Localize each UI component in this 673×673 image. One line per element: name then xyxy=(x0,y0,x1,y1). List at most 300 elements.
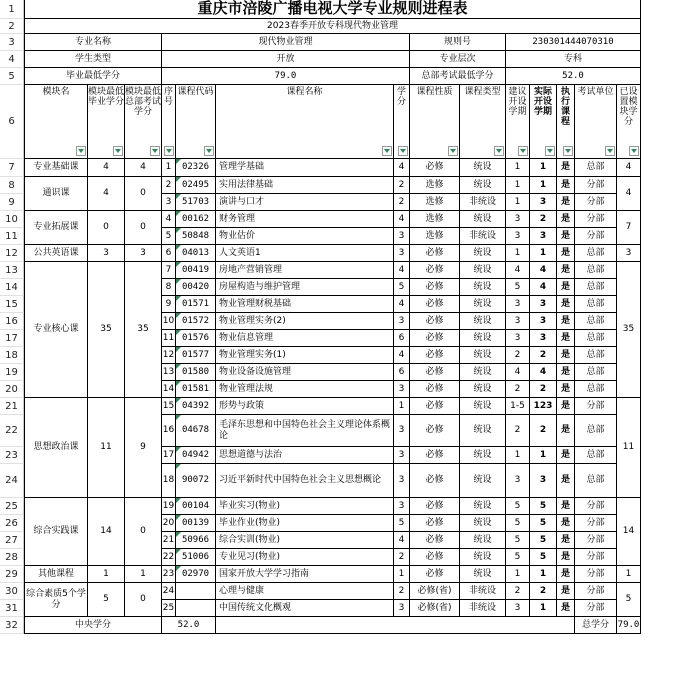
header-label: 课程名称 xyxy=(286,87,323,97)
actual-term[interactable]: 4 xyxy=(530,262,557,279)
row-number[interactable]: 25 xyxy=(0,498,24,515)
row-number[interactable]: 10 xyxy=(0,211,24,228)
course-type[interactable]: 统设 xyxy=(460,245,506,262)
error-indicator-icon xyxy=(176,245,181,250)
column-header[interactable] xyxy=(162,85,176,159)
course-nature[interactable]: 必修 xyxy=(410,262,460,279)
course-type[interactable]: 统设 xyxy=(460,515,506,532)
row-number[interactable]: 8 xyxy=(0,177,24,194)
course-nature[interactable]: 必修 xyxy=(410,330,460,347)
exam-unit[interactable]: 总部 xyxy=(575,415,617,447)
exam-unit[interactable]: 总部 xyxy=(575,464,617,498)
course-nature[interactable]: 必修 xyxy=(410,347,460,364)
course-nature[interactable]: 必修 xyxy=(410,415,460,447)
row-number[interactable]: 32 xyxy=(0,617,24,634)
course-name[interactable]: 形势与政策 xyxy=(216,398,394,415)
course-code[interactable]: 50966 xyxy=(176,532,216,549)
course-nature[interactable]: 选修 xyxy=(410,177,460,194)
executed-flag[interactable]: 是 xyxy=(557,228,575,245)
course-type[interactable]: 统设 xyxy=(460,262,506,279)
filter-dropdown-icon[interactable] xyxy=(113,146,123,156)
course-code[interactable]: 01577 xyxy=(176,347,216,364)
actual-term[interactable]: 1 xyxy=(530,159,557,177)
course-credit: 6 xyxy=(394,364,410,381)
course-credit: 3 xyxy=(394,498,410,515)
course-type[interactable]: 统设 xyxy=(460,381,506,398)
course-type[interactable]: 统设 xyxy=(460,347,506,364)
course-type[interactable]: 统设 xyxy=(460,364,506,381)
row-number[interactable]: 13 xyxy=(0,262,24,279)
error-indicator-icon xyxy=(176,194,181,199)
course-nature[interactable]: 必修(省) xyxy=(410,600,460,617)
course-name[interactable]: 物业管理财税基础 xyxy=(216,296,394,313)
header-label: 学分 xyxy=(396,87,406,108)
exam-unit[interactable]: 分部 xyxy=(575,549,617,566)
column-header[interactable] xyxy=(410,85,460,159)
course-name[interactable]: 专业见习(物业) xyxy=(216,549,394,566)
course-name[interactable]: 毛泽东思想和中国特色社会主义理论体系概论 xyxy=(216,415,394,447)
actual-term[interactable]: 1 xyxy=(530,245,557,262)
course-name[interactable]: 房屋构造与维护管理 xyxy=(216,279,394,296)
executed-flag[interactable]: 是 xyxy=(557,177,575,194)
total-credits-value: 79.0 xyxy=(617,617,641,634)
suggested-term: 5 xyxy=(506,515,530,532)
course-code[interactable]: 02495 xyxy=(176,177,216,194)
course-seq: 2 xyxy=(162,177,176,194)
suggested-term: 3 xyxy=(506,330,530,347)
actual-term[interactable]: 2 xyxy=(530,347,557,364)
module-set-credits: 7 xyxy=(617,211,641,245)
course-code[interactable]: 02326 xyxy=(176,159,216,177)
actual-term[interactable]: 2 xyxy=(530,415,557,447)
course-code[interactable]: 04013 xyxy=(176,245,216,262)
column-header[interactable] xyxy=(506,85,530,159)
exam-unit[interactable]: 总部 xyxy=(575,296,617,313)
row-number[interactable]: 29 xyxy=(0,566,24,583)
row-number[interactable]: 21 xyxy=(0,398,24,415)
module-set-credits: 4 xyxy=(617,159,641,177)
actual-term[interactable]: 2 xyxy=(530,583,557,600)
exam-unit[interactable]: 分部 xyxy=(575,498,617,515)
executed-flag[interactable]: 是 xyxy=(557,515,575,532)
actual-term[interactable]: 1 xyxy=(530,177,557,194)
row-number[interactable]: 14 xyxy=(0,279,24,296)
exam-unit[interactable]: 分部 xyxy=(575,566,617,583)
course-seq: 24 xyxy=(162,583,176,600)
total-credits-label: 总学分 xyxy=(575,617,617,634)
row-number[interactable]: 6 xyxy=(0,85,24,159)
course-code[interactable] xyxy=(176,583,216,600)
executed-flag[interactable]: 是 xyxy=(557,347,575,364)
course-type[interactable]: 非统设 xyxy=(460,228,506,245)
suggested-term: 5 xyxy=(506,279,530,296)
course-type[interactable]: 非统设 xyxy=(460,600,506,617)
row-number[interactable]: 27 xyxy=(0,532,24,549)
suggested-term: 2 xyxy=(506,583,530,600)
filter-dropdown-icon[interactable] xyxy=(518,146,528,156)
executed-flag[interactable]: 是 xyxy=(557,583,575,600)
row-number[interactable]: 5 xyxy=(0,68,24,85)
executed-flag[interactable]: 是 xyxy=(557,211,575,228)
module-name: 通识课 xyxy=(25,177,88,211)
row-number[interactable]: 15 xyxy=(0,296,24,313)
row-number[interactable]: 26 xyxy=(0,515,24,532)
column-header[interactable] xyxy=(216,85,394,159)
course-code[interactable]: 00104 xyxy=(176,498,216,515)
course-name[interactable]: 实用法律基础 xyxy=(216,177,394,194)
header-label: 课程性质 xyxy=(416,87,453,97)
course-nature[interactable]: 必修 xyxy=(410,313,460,330)
exam-unit[interactable]: 总部 xyxy=(575,447,617,464)
footer-spacer xyxy=(216,617,575,634)
actual-term[interactable]: 3 xyxy=(530,313,557,330)
actual-term[interactable]: 5 xyxy=(530,532,557,549)
row-number[interactable]: 1 xyxy=(0,0,24,19)
actual-term[interactable]: 3 xyxy=(530,194,557,211)
column-header[interactable] xyxy=(530,85,557,159)
course-code[interactable] xyxy=(176,600,216,617)
course-type[interactable]: 统设 xyxy=(460,211,506,228)
course-name[interactable]: 管理学基础 xyxy=(216,159,394,177)
module-min-credits: 0 xyxy=(88,211,125,245)
actual-term[interactable]: 1 xyxy=(530,447,557,464)
filter-dropdown-icon[interactable] xyxy=(545,146,555,156)
course-name[interactable]: 人文英语1 xyxy=(216,245,394,262)
course-nature[interactable]: 必修 xyxy=(410,549,460,566)
error-indicator-icon xyxy=(176,228,181,233)
filter-dropdown-icon[interactable] xyxy=(448,146,458,156)
actual-term[interactable]: 5 xyxy=(530,549,557,566)
actual-term[interactable]: 2 xyxy=(530,211,557,228)
executed-flag[interactable]: 是 xyxy=(557,566,575,583)
course-credit: 4 xyxy=(394,296,410,313)
exam-unit[interactable]: 总部 xyxy=(575,245,617,262)
course-name[interactable]: 中国传统文化概观 xyxy=(216,600,394,617)
course-nature[interactable]: 必修 xyxy=(410,532,460,549)
executed-flag[interactable]: 是 xyxy=(557,194,575,211)
exam-unit[interactable]: 总部 xyxy=(575,313,617,330)
filter-dropdown-icon[interactable] xyxy=(204,146,214,156)
course-nature[interactable]: 必修 xyxy=(410,296,460,313)
exam-unit[interactable]: 分部 xyxy=(575,515,617,532)
level-value[interactable]: 专科 xyxy=(506,51,641,68)
course-seq: 16 xyxy=(162,415,176,447)
actual-term[interactable]: 1 xyxy=(530,600,557,617)
suggested-term: 2 xyxy=(506,415,530,447)
module-set-credits: 14 xyxy=(617,498,641,566)
header-label: 课程代码 xyxy=(177,87,214,97)
course-code[interactable]: 04392 xyxy=(176,398,216,415)
exam-unit[interactable]: 分部 xyxy=(575,532,617,549)
course-type[interactable]: 统设 xyxy=(460,313,506,330)
course-code[interactable]: 90072 xyxy=(176,464,216,498)
course-type[interactable]: 统设 xyxy=(460,415,506,447)
executed-flag[interactable]: 是 xyxy=(557,549,575,566)
executed-flag[interactable]: 是 xyxy=(557,447,575,464)
actual-term[interactable]: 5 xyxy=(530,515,557,532)
course-type[interactable]: 统设 xyxy=(460,532,506,549)
row-number[interactable]: 3 xyxy=(0,34,24,51)
course-credit: 4 xyxy=(394,262,410,279)
course-nature[interactable]: 必修(省) xyxy=(410,583,460,600)
course-type[interactable]: 统设 xyxy=(460,159,506,177)
row-number[interactable]: 28 xyxy=(0,549,24,566)
column-header[interactable] xyxy=(125,85,162,159)
exam-unit[interactable]: 总部 xyxy=(575,364,617,381)
exam-unit[interactable]: 分部 xyxy=(575,194,617,211)
exam-unit[interactable]: 总部 xyxy=(575,279,617,296)
row-number[interactable]: 17 xyxy=(0,330,24,347)
course-code[interactable]: 00139 xyxy=(176,515,216,532)
course-name[interactable]: 毕业作业(物业) xyxy=(216,515,394,532)
course-name[interactable]: 心理与健康 xyxy=(216,583,394,600)
course-nature[interactable]: 选修 xyxy=(410,194,460,211)
course-code[interactable]: 04942 xyxy=(176,447,216,464)
actual-term[interactable]: 3 xyxy=(530,330,557,347)
course-nature[interactable]: 必修 xyxy=(410,279,460,296)
filter-dropdown-icon[interactable] xyxy=(563,146,573,156)
course-name[interactable]: 物业管理实务(2) xyxy=(216,313,394,330)
course-type[interactable]: 统设 xyxy=(460,398,506,415)
sheet-subtitle: 2023春季开放专科现代物业管理 xyxy=(25,19,641,34)
course-code[interactable]: 01572 xyxy=(176,313,216,330)
module-hq-credits: 3 xyxy=(125,245,162,262)
row-number[interactable]: 18 xyxy=(0,347,24,364)
exam-unit[interactable]: 总部 xyxy=(575,262,617,279)
executed-flag[interactable]: 是 xyxy=(557,330,575,347)
row-number[interactable]: 12 xyxy=(0,245,24,262)
course-nature[interactable]: 必修 xyxy=(410,159,460,177)
column-header[interactable] xyxy=(176,85,216,159)
course-name[interactable]: 物业管理实务(1) xyxy=(216,347,394,364)
exam-unit[interactable]: 总部 xyxy=(575,159,617,177)
hq-credits-value[interactable]: 52.0 xyxy=(506,68,641,85)
course-nature[interactable]: 必修 xyxy=(410,498,460,515)
course-type[interactable]: 统设 xyxy=(460,464,506,498)
course-seq: 8 xyxy=(162,279,176,296)
exam-unit[interactable]: 总部 xyxy=(575,330,617,347)
course-name[interactable]: 房地产营销管理 xyxy=(216,262,394,279)
exam-unit[interactable]: 分部 xyxy=(575,177,617,194)
course-type[interactable]: 统设 xyxy=(460,447,506,464)
module-name: 专业核心课 xyxy=(25,262,88,398)
rule-value[interactable]: 230301444070310 xyxy=(506,34,641,51)
column-header[interactable] xyxy=(460,85,506,159)
course-code[interactable]: 51006 xyxy=(176,549,216,566)
course-nature[interactable]: 必修 xyxy=(410,364,460,381)
course-name[interactable]: 习近平新时代中国特色社会主义思想概论 xyxy=(216,464,394,498)
executed-flag[interactable]: 是 xyxy=(557,313,575,330)
course-name[interactable]: 物业估价 xyxy=(216,228,394,245)
suggested-term: 1 xyxy=(506,194,530,211)
major-value[interactable]: 现代物业管理 xyxy=(162,34,410,51)
course-name[interactable]: 物业管理法规 xyxy=(216,381,394,398)
course-type[interactable]: 统设 xyxy=(460,330,506,347)
course-seq: 19 xyxy=(162,498,176,515)
exam-unit[interactable]: 分部 xyxy=(575,583,617,600)
module-name: 专业基础课 xyxy=(25,159,88,177)
header-label: 序号 xyxy=(163,87,173,108)
course-code[interactable]: 00162 xyxy=(176,211,216,228)
module-set-credits: 11 xyxy=(617,398,641,498)
column-header[interactable] xyxy=(88,85,125,159)
module-min-credits: 5 xyxy=(88,583,125,617)
suggested-term: 1 xyxy=(506,245,530,262)
column-header[interactable] xyxy=(575,85,617,159)
executed-flag[interactable]: 是 xyxy=(557,398,575,415)
course-name[interactable]: 综合实训(物业) xyxy=(216,532,394,549)
exam-unit[interactable]: 总部 xyxy=(575,347,617,364)
filter-dropdown-icon[interactable] xyxy=(494,146,504,156)
course-name[interactable]: 财务管理 xyxy=(216,211,394,228)
row-number[interactable]: 19 xyxy=(0,364,24,381)
error-indicator-icon xyxy=(176,566,181,571)
course-name[interactable]: 物业设备设施管理 xyxy=(216,364,394,381)
column-header[interactable] xyxy=(394,85,410,159)
course-seq: 4 xyxy=(162,211,176,228)
actual-term[interactable]: 3 xyxy=(530,296,557,313)
course-nature[interactable]: 选修 xyxy=(410,228,460,245)
course-nature[interactable]: 选修 xyxy=(410,211,460,228)
row-number[interactable]: 16 xyxy=(0,313,24,330)
course-name[interactable]: 演讲与口才 xyxy=(216,194,394,211)
course-nature[interactable]: 必修 xyxy=(410,447,460,464)
course-type[interactable]: 统设 xyxy=(460,566,506,583)
filter-dropdown-icon[interactable] xyxy=(398,146,408,156)
row-number[interactable]: 23 xyxy=(0,447,24,464)
actual-term[interactable]: 4 xyxy=(530,279,557,296)
error-indicator-icon xyxy=(176,279,181,284)
course-credit: 1 xyxy=(394,566,410,583)
student-type-label: 学生类型 xyxy=(25,51,162,68)
exam-unit[interactable]: 总部 xyxy=(575,381,617,398)
filter-dropdown-icon[interactable] xyxy=(605,146,615,156)
course-credit: 2 xyxy=(394,177,410,194)
course-nature[interactable]: 必修 xyxy=(410,245,460,262)
course-seq: 23 xyxy=(162,566,176,583)
course-nature[interactable]: 必修 xyxy=(410,464,460,498)
course-type[interactable]: 统设 xyxy=(460,177,506,194)
course-name[interactable]: 物业信息管理 xyxy=(216,330,394,347)
exam-unit[interactable]: 分部 xyxy=(575,211,617,228)
course-code[interactable]: 50848 xyxy=(176,228,216,245)
course-code[interactable]: 01571 xyxy=(176,296,216,313)
executed-flag[interactable]: 是 xyxy=(557,415,575,447)
course-name[interactable]: 思想道德与法治 xyxy=(216,447,394,464)
course-type[interactable]: 非统设 xyxy=(460,194,506,211)
course-code[interactable]: 02970 xyxy=(176,566,216,583)
actual-term[interactable]: 5 xyxy=(530,498,557,515)
course-seq: 1 xyxy=(162,159,176,177)
course-type[interactable]: 非统设 xyxy=(460,583,506,600)
grad-credits-value[interactable]: 79.0 xyxy=(162,68,410,85)
course-code[interactable]: 00420 xyxy=(176,279,216,296)
filter-dropdown-icon[interactable] xyxy=(164,146,174,156)
filter-dropdown-icon[interactable] xyxy=(629,146,639,156)
actual-term[interactable]: 1 xyxy=(530,566,557,583)
course-seq: 9 xyxy=(162,296,176,313)
executed-flag[interactable]: 是 xyxy=(557,279,575,296)
course-type[interactable]: 统设 xyxy=(460,549,506,566)
row-number[interactable]: 30 xyxy=(0,583,24,600)
row-number[interactable]: 24 xyxy=(0,464,24,498)
suggested-term: 5 xyxy=(506,549,530,566)
executed-flag[interactable]: 是 xyxy=(557,381,575,398)
exam-unit[interactable]: 分部 xyxy=(575,398,617,415)
executed-flag[interactable]: 是 xyxy=(557,464,575,498)
row-number[interactable]: 9 xyxy=(0,194,24,211)
row-number[interactable]: 2 xyxy=(0,19,24,34)
row-number[interactable]: 31 xyxy=(0,600,24,617)
filter-dropdown-icon[interactable] xyxy=(150,146,160,156)
row-number[interactable]: 20 xyxy=(0,381,24,398)
exam-unit[interactable]: 分部 xyxy=(575,600,617,617)
module-hq-credits: 1 xyxy=(125,566,162,583)
row-number[interactable]: 22 xyxy=(0,415,24,447)
course-type[interactable]: 统设 xyxy=(460,498,506,515)
course-nature[interactable]: 必修 xyxy=(410,381,460,398)
executed-flag[interactable]: 是 xyxy=(557,498,575,515)
exam-unit[interactable]: 分部 xyxy=(575,228,617,245)
executed-flag[interactable]: 是 xyxy=(557,296,575,313)
actual-term[interactable]: 2 xyxy=(530,381,557,398)
column-header[interactable] xyxy=(617,85,641,159)
course-nature[interactable]: 必修 xyxy=(410,515,460,532)
course-code[interactable]: 01576 xyxy=(176,330,216,347)
module-hq-credits: 0 xyxy=(125,583,162,617)
course-name[interactable]: 国家开放大学学习指南 xyxy=(216,566,394,583)
error-indicator-icon xyxy=(176,211,181,216)
executed-flag[interactable]: 是 xyxy=(557,364,575,381)
error-indicator-icon xyxy=(176,447,181,452)
filter-dropdown-icon[interactable] xyxy=(76,146,86,156)
module-name: 公共英语课 xyxy=(25,245,88,262)
error-indicator-icon xyxy=(176,515,181,520)
course-type[interactable]: 统设 xyxy=(460,296,506,313)
row-number[interactable]: 11 xyxy=(0,228,24,245)
executed-flag[interactable]: 是 xyxy=(557,159,575,177)
row-number[interactable]: 4 xyxy=(0,51,24,68)
course-code[interactable]: 01580 xyxy=(176,364,216,381)
column-header[interactable] xyxy=(25,85,88,159)
executed-flag[interactable]: 是 xyxy=(557,262,575,279)
row-number[interactable]: 7 xyxy=(0,159,24,177)
actual-term[interactable]: 3 xyxy=(530,464,557,498)
course-code[interactable]: 00419 xyxy=(176,262,216,279)
filter-dropdown-icon[interactable] xyxy=(382,146,392,156)
actual-term[interactable]: 3 xyxy=(530,228,557,245)
hq-credits-label: 总部考试最低学分 xyxy=(410,68,506,85)
module-hq-credits: 0 xyxy=(125,177,162,211)
student-type-value[interactable]: 开放 xyxy=(162,51,410,68)
course-code[interactable]: 51703 xyxy=(176,194,216,211)
column-header[interactable] xyxy=(557,85,575,159)
course-nature[interactable]: 必修 xyxy=(410,398,460,415)
executed-flag[interactable]: 是 xyxy=(557,245,575,262)
suggested-term: 2 xyxy=(506,347,530,364)
executed-flag[interactable]: 是 xyxy=(557,600,575,617)
course-type[interactable]: 统设 xyxy=(460,279,506,296)
course-name[interactable]: 毕业实习(物业) xyxy=(216,498,394,515)
course-code[interactable]: 04678 xyxy=(176,415,216,447)
suggested-term: 5 xyxy=(506,532,530,549)
actual-term[interactable]: 4 xyxy=(530,364,557,381)
course-nature[interactable]: 必修 xyxy=(410,566,460,583)
course-code[interactable]: 01581 xyxy=(176,381,216,398)
actual-term[interactable]: 123 xyxy=(530,398,557,415)
executed-flag[interactable]: 是 xyxy=(557,532,575,549)
course-seq: 21 xyxy=(162,532,176,549)
